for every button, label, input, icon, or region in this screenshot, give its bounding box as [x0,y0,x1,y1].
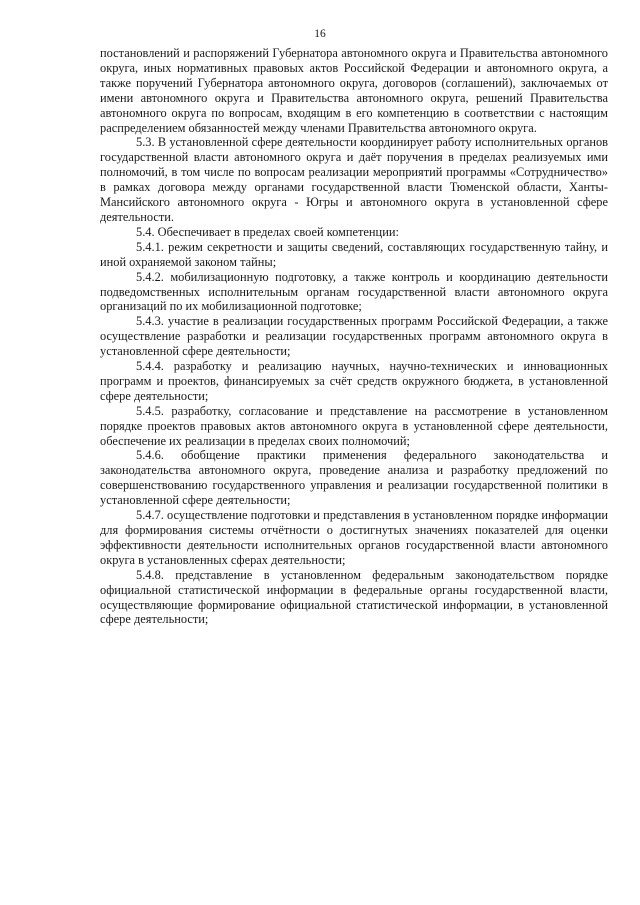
paragraph: 5.4.6. обобщение практики применения федерального законодательства и законодательства автономного округа, проведение анализа и разработку предложений по совершенствованию государственного управления и реализации государственной политики в установленной сфере деятельности; [100,448,608,508]
paragraph: 5.4.4. разработку и реализацию научных, научно-технических и инновационных программ и проектов, финансируемых за счёт средств окружного бюджета, в установленной сфере деятельности; [100,359,608,403]
paragraph: 5.4.7. осуществление подготовки и представления в установленном порядке информации для формирования системы отчётности о достигнутых значениях показателей для оценки эффективности деятельности исполнительных органов государственной власти автономного округа в установленных сферах деятельности; [100,508,608,567]
paragraph: 5.4. Обеспечивает в пределах своей компетенции: [136,224,399,239]
paragraph: 5.4.5. разработку, согласование и представление на рассмотрение в установленном порядке проектов правовых актов автономного округа в установленной сфере деятельности, обеспечение их реализации в пределах своих полномочий; [100,403,608,448]
paragraph: 5.4.2. мобилизационную подготовку, а также контроль и координацию деятельности подведомственных исполнительным органам государственной власти автономного округа организаций по их мобилизационной подготовке; [100,269,608,314]
paragraph: 5.3. В установленной сфере деятельности координирует работу исполнительных органов государственной власти автономного округа и даёт поручения в пределах реализуемых ими полномочий, в том числе по вопросам реализации мероприятий программы «Сотрудничество» в рамках договора между органами государственной власти Тюменской области, Ханты-Мансийского автономного округа - Югры и автономного округа в установленной сфере деятельности. [100,135,608,224]
document-body [100,46,608,627]
paragraph: 5.4.1. режим секретности и защиты сведений, составляющих государственную тайну, и иной охраняемой законом тайны; [100,239,608,269]
paragraph: постановлений и распоряжений Губернатора автономного округа и Правительства автономного округа, иных нормативных правовых актов Российской Федерации и автономного округа, а также поручений Губернатора автономного округа, договоров (соглашений), заключаемых от имени автономного округа и Правительства автономного округа, решений Правительства автономного округа по вопросам, входящим в его компетенцию в соответствии с настоящим распределением обязанностей между членами Правительства автономного округа. [100,46,608,135]
page-number: 16 [314,28,326,40]
paragraph: 5.4.3. участие в реализации государственных программ Российской Федерации, а также осуществление разработки и реализации государственных программ автономного округа в установленной сфере деятельности; [100,314,608,359]
paragraph: 5.4.8. представление в установленном федеральным законодательством порядке официальной статистической информации в федеральные органы государственной власти, осуществляющие формирование официальной статистической информации, в установленной сфере деятельности; [100,567,608,627]
